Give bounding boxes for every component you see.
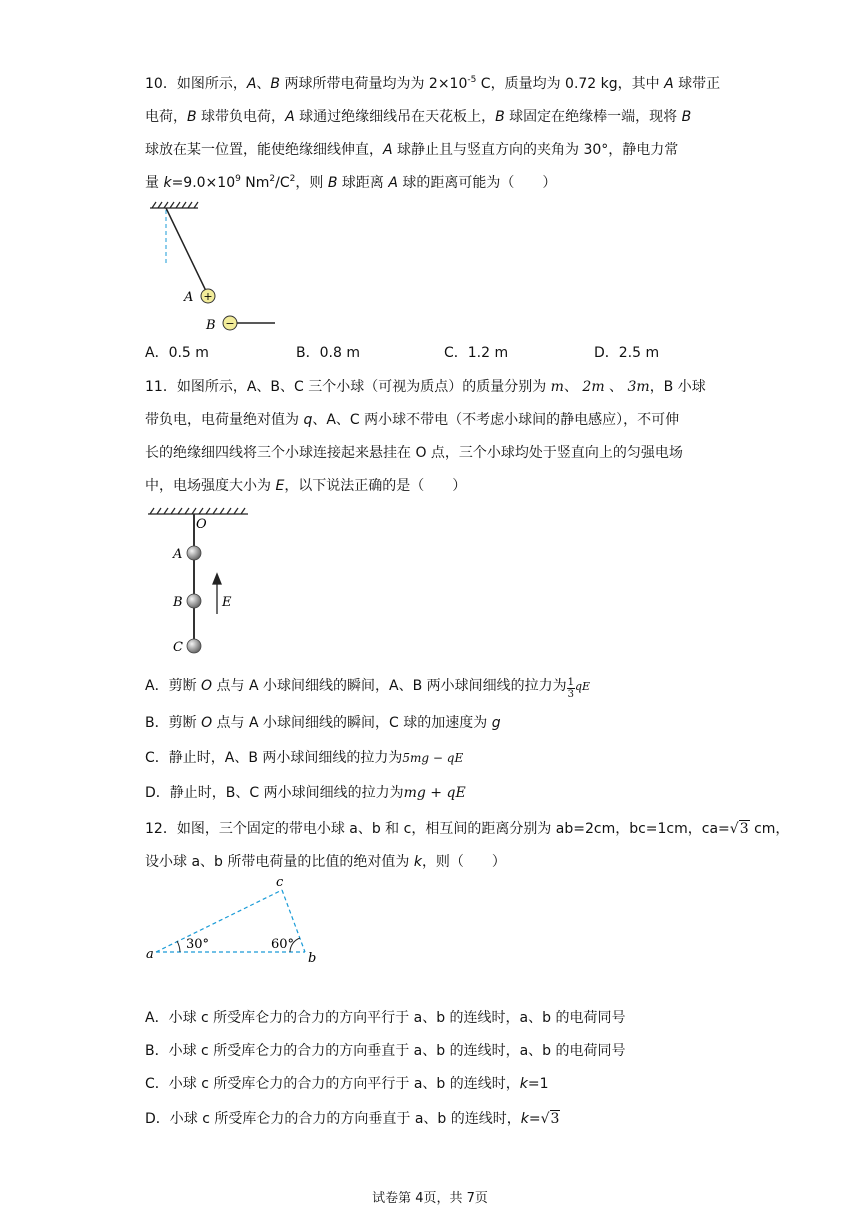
angle-arc-a xyxy=(177,941,180,952)
q10-line-3: 球放在某一位置，能使绝缘细线伸直，A 球静止且与竖直方向的夹角为 30°，静电力常 xyxy=(145,142,679,158)
q12-option-b[interactable]: B．小球 c 所受库仑力的合力的方向垂直于 a、b 的连线时，a、b 的电荷同号 xyxy=(145,1043,626,1059)
label-a: A xyxy=(173,547,183,562)
q10-option-d[interactable]: D．2.5 m xyxy=(594,345,660,361)
label-c: C xyxy=(173,640,183,655)
string xyxy=(166,208,206,291)
label-o: O xyxy=(196,517,207,532)
q10-figure xyxy=(140,198,290,338)
sqrt: √3 xyxy=(729,821,749,837)
q12-line-2: 设小球 a、b 所带电荷量的比值的绝对值为 k，则（ ） xyxy=(145,854,506,870)
q10-line-4: 量 $k=9.0\times 10^9$ $Nm^2/C^2$，则 B 球距离 A 球的距离可能为（ ） xyxy=(145,174,557,191)
q11-line-3: 长的绝缘细四线将三个小球连接起来悬挂在 O 点，三个小球均处于竖直向上的匀强电场 xyxy=(145,445,683,461)
ball-a xyxy=(187,546,201,560)
fraction: $\frac{1}{3}$ xyxy=(567,677,574,700)
q10-line-1: 10．如图所示，A、B 两球所带电荷量均为为 $2\times 10^{-5}$ C，质量均为 0.72 kg，其中 A 球带正 xyxy=(145,75,721,92)
q12-option-c[interactable]: C．小球 c 所受库仑力的合力的方向平行于 a、b 的连线时，k=1 xyxy=(145,1076,549,1092)
label-e: E xyxy=(222,595,232,610)
field-arrow-icon xyxy=(213,574,221,614)
ball-a-sign: + xyxy=(203,290,213,303)
ball-b-sign: − xyxy=(225,317,235,330)
label-b: b xyxy=(308,951,317,966)
q12-line-1: 12．如图，三个固定的带电小球 a、b 和 c，相互间的距离分别为 ab=2cm，bc=1cm，ca=√3 cm， xyxy=(145,821,790,837)
ball-b xyxy=(187,594,201,608)
angle-b-label: 60° xyxy=(271,937,295,952)
angle-a-label: 30° xyxy=(186,937,210,952)
q10-line-2: 电荷，B 球带负电荷，A 球通过绝缘细线吊在天花板上，B 球固定在绝缘棒一端，现将 B xyxy=(145,109,692,125)
q10-option-b[interactable]: B．0.8 m xyxy=(296,345,360,361)
q12-option-a[interactable]: A．小球 c 所受库仑力的合力的方向平行于 a、b 的连线时，a、b 的电荷同号 xyxy=(145,1010,626,1026)
sqrt: √3 xyxy=(540,1111,560,1127)
page-footer: 试卷第 4页，共 7页 xyxy=(372,1191,488,1206)
ceiling-hatch xyxy=(148,508,248,514)
q11-option-c[interactable]: C．静止时，A、B 两小球间细线的拉力为5mg − qE xyxy=(145,750,464,766)
side-ac xyxy=(156,890,282,952)
q11-line-2: 带负电，电荷量绝对值为 q、A、C 两小球不带电（不考虑小球间的静电感应），不可伸 xyxy=(145,412,680,428)
q11-line-1: 11．如图所示，A、B、C 三个小球（可视为质点）的质量分别为 m、 2m 、 3m，B 小球 xyxy=(145,379,706,395)
q12-option-d[interactable]: D．小球 c 所受库仑力的合力的方向垂直于 a、b 的连线时，k=√3 xyxy=(145,1111,560,1127)
q10-option-a[interactable]: A．0.5 m xyxy=(145,345,209,361)
ball-c xyxy=(187,639,201,653)
q11-figure xyxy=(140,504,260,662)
label-b: B xyxy=(206,318,216,333)
q12-figure xyxy=(140,872,330,972)
label-a: a xyxy=(146,947,154,962)
label-c: c xyxy=(276,875,284,890)
label-b: B xyxy=(173,595,183,610)
q10-option-c[interactable]: C．1.2 m xyxy=(444,345,509,361)
label-a: A xyxy=(184,290,194,305)
ceiling-hatch xyxy=(150,202,198,208)
q11-line-4: 中，电场强度大小为 E，以下说法正确的是（ ） xyxy=(145,478,467,494)
q11-option-d[interactable]: D．静止时，B、C 两小球间细线的拉力为mg + qE xyxy=(145,785,466,801)
q11-option-b[interactable]: B．剪断 O 点与 A 小球间细线的瞬间，C 球的加速度为 g xyxy=(145,715,501,731)
q11-option-a[interactable]: A．剪断 O 点与 A 小球间细线的瞬间，A、B 两小球间细线的拉力为 $\frac{1}{3}$ qE xyxy=(145,677,591,700)
